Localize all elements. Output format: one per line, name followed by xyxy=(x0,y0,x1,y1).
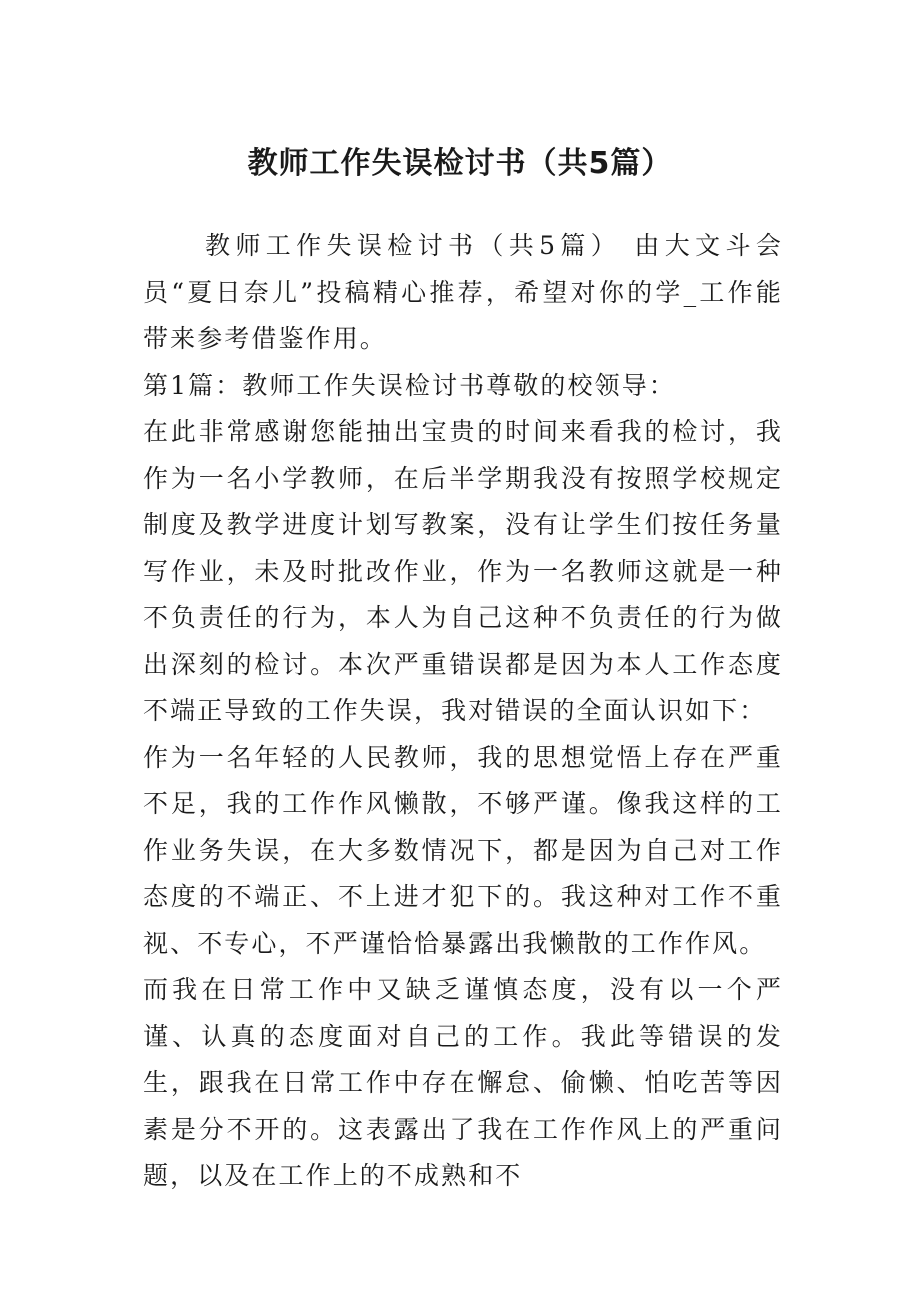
body-paragraph: 而我在日常工作中又缺乏谨慎态度，没有以一个严谨、认真的态度面对自己的工作。我此等错误的发生，跟我在日常工作中存在懈怠、偷懒、怕吃苦等因素是分不开的。这表露出了我在工作作风上的严重问题，以及在工作上的不成熟和不 xyxy=(143,975,783,1190)
body-paragraph: 在此非常感谢您能抽出宝贵的时间来看我的检讨，我作为一名小学教师，在后半学期我没有按照学校规定制度及教学进度计划写教案，没有让学生们按任务量写作业，未及时批改作业，作为一名教师这就是一种不负责任的行为，本人为自己这种不负责任的行为做出深刻的检讨。本次严重错误都是因为本人工作态度不端正导致的工作失误，我对错误的全面认识如下： xyxy=(143,417,783,725)
body-paragraph: 作为一名年轻的人民教师，我的思想觉悟上存在严重不足，我的工作作风懒散，不够严谨。像我这样的工作业务失误，在大多数情况下，都是因为自己对工作态度的不端正、不上进才犯下的。我这种对工作不重视、不专心，不严谨恰恰暴露出我懒散的工作作风。 xyxy=(143,742,783,958)
document-body xyxy=(143,223,783,1200)
intro-paragraph: 教师工作失误检讨书（共5篇） 由大文斗会员“夏日奈儿”投稿精心推荐，希望对你的学_工作能带来参考借鉴作用。 xyxy=(143,231,783,353)
document-title: 教师工作失误检讨书（共5篇） xyxy=(247,146,673,181)
section-heading: 第1篇：教师工作失误检讨书尊敬的校领导： xyxy=(143,370,676,400)
